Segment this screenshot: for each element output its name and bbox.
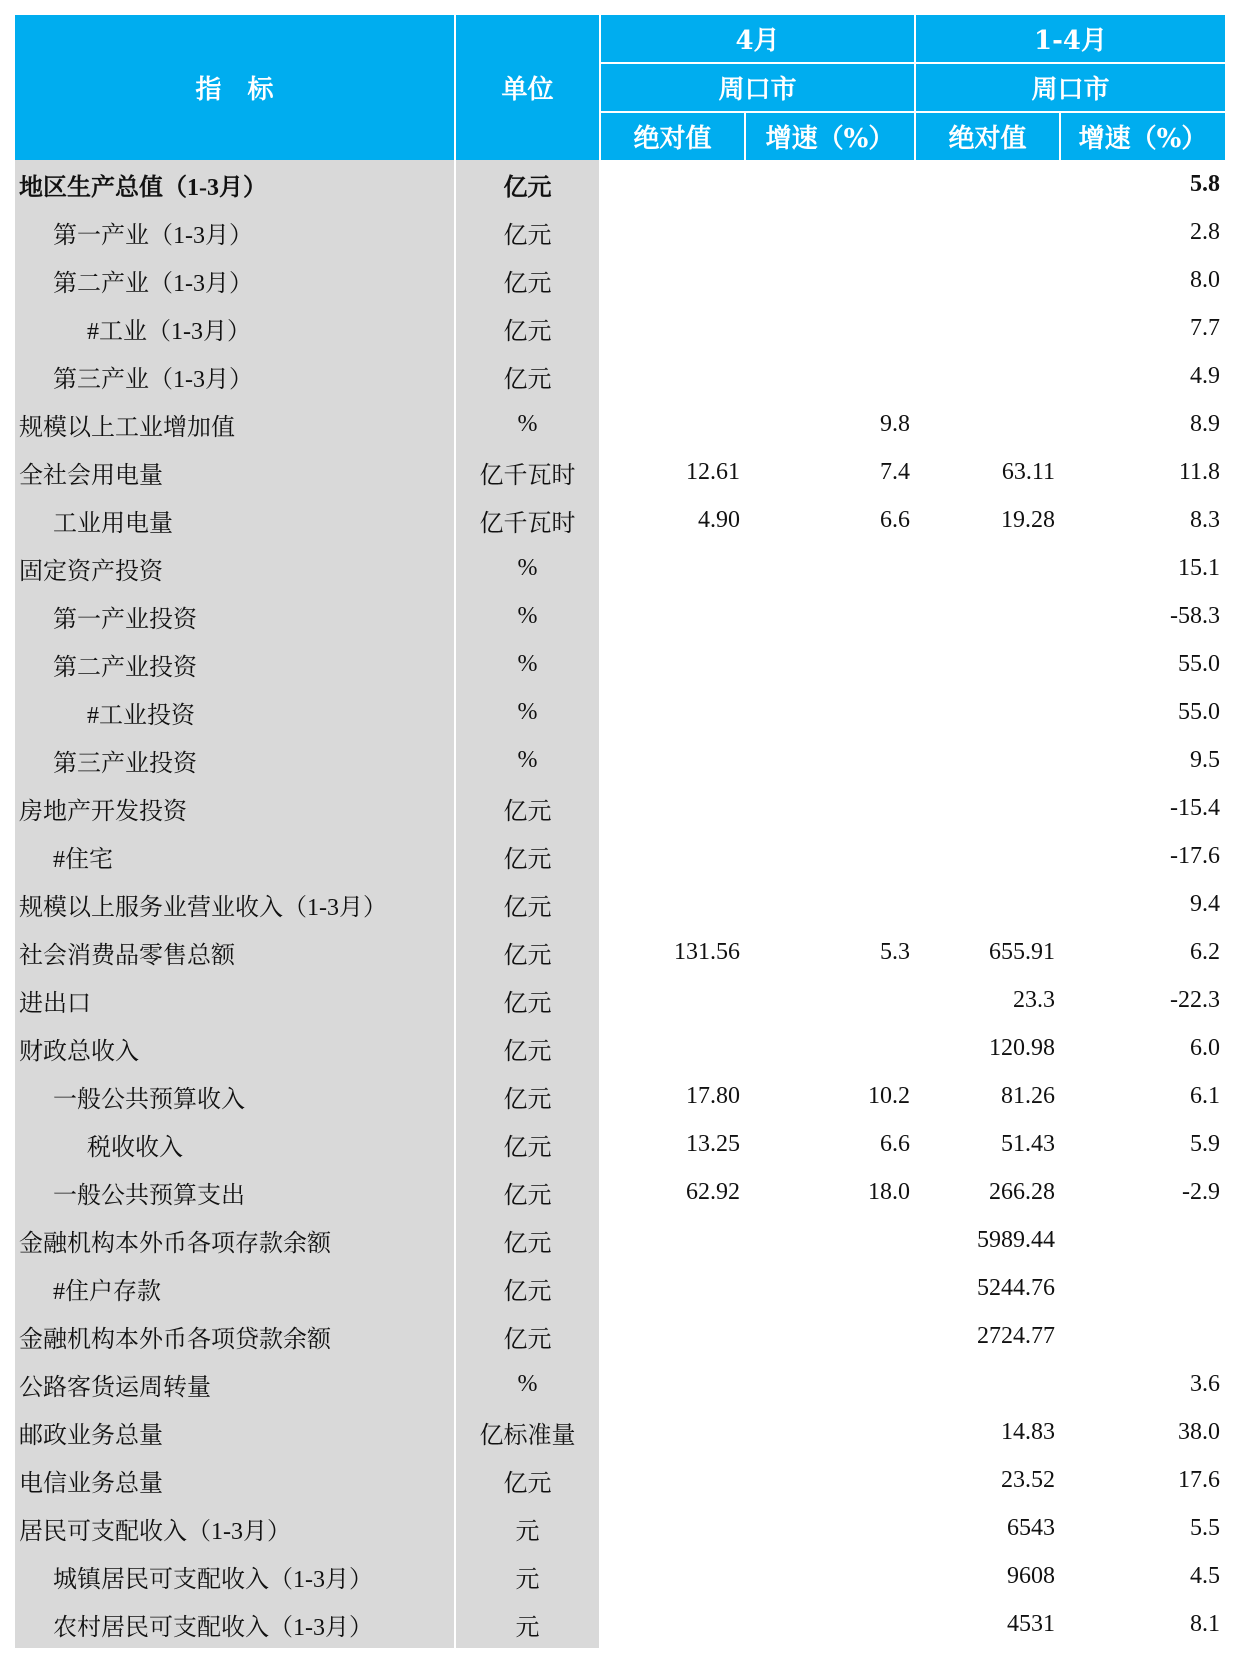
row-ytd-growth: -22.3: [1060, 976, 1225, 1024]
header-april-abs: 绝对值: [600, 112, 745, 160]
header-ytd-abs: 绝对值: [915, 112, 1060, 160]
row-unit: 亿元: [455, 208, 600, 256]
row-unit: 亿标准量: [455, 1408, 600, 1456]
row-april-abs: [600, 1552, 745, 1600]
stats-table: [15, 15, 1225, 1648]
row-unit: 亿元: [455, 160, 600, 208]
table-row: [15, 640, 1225, 688]
row-ytd-abs: [915, 256, 1060, 304]
table-row: [15, 1360, 1225, 1408]
table-row: [15, 1120, 1225, 1168]
row-unit: 亿元: [455, 1120, 600, 1168]
row-april-abs: [600, 1360, 745, 1408]
row-april-abs: [600, 1504, 745, 1552]
row-indicator: 邮政业务总量: [15, 1408, 455, 1456]
row-indicator: 一般公共预算收入: [15, 1072, 455, 1120]
row-ytd-abs: [915, 592, 1060, 640]
row-indicator: 城镇居民可支配收入（1-3月）: [15, 1552, 455, 1600]
row-ytd-abs: [915, 688, 1060, 736]
row-ytd-growth: 4.5: [1060, 1552, 1225, 1600]
table-row: [15, 256, 1225, 304]
table-row: [15, 160, 1225, 208]
row-april-abs: [600, 1312, 745, 1360]
row-ytd-abs: [915, 640, 1060, 688]
row-unit: 亿元: [455, 1024, 600, 1072]
row-april-growth: [745, 1504, 915, 1552]
row-april-abs: [600, 208, 745, 256]
row-indicator: 规模以上工业增加值: [15, 400, 455, 448]
row-ytd-growth: 6.0: [1060, 1024, 1225, 1072]
table-row: [15, 928, 1225, 976]
row-ytd-growth: 6.2: [1060, 928, 1225, 976]
row-april-growth: 6.6: [745, 496, 915, 544]
row-ytd-growth: 55.0: [1060, 688, 1225, 736]
row-indicator: #住宅: [15, 832, 455, 880]
row-indicator: 公路客货运周转量: [15, 1360, 455, 1408]
row-indicator: 地区生产总值（1-3月）: [15, 160, 455, 208]
row-april-growth: 6.6: [745, 1120, 915, 1168]
table-row: [15, 1216, 1225, 1264]
row-unit: 亿元: [455, 256, 600, 304]
row-ytd-abs: 23.3: [915, 976, 1060, 1024]
header-ytd-growth: 增速（%）: [1060, 112, 1225, 160]
row-ytd-growth: 9.5: [1060, 736, 1225, 784]
header-april-city: 周口市: [600, 63, 915, 112]
row-april-growth: [745, 160, 915, 208]
row-april-abs: 62.92: [600, 1168, 745, 1216]
header-indicator: 指 标: [15, 15, 455, 160]
row-april-growth: [745, 640, 915, 688]
row-ytd-abs: [915, 736, 1060, 784]
row-ytd-abs: 6543: [915, 1504, 1060, 1552]
row-ytd-abs: [915, 544, 1060, 592]
row-ytd-abs: 63.11: [915, 448, 1060, 496]
row-april-abs: 17.80: [600, 1072, 745, 1120]
row-april-growth: [745, 1216, 915, 1264]
row-april-abs: [600, 784, 745, 832]
row-indicator: 第一产业投资: [15, 592, 455, 640]
row-april-growth: [745, 1408, 915, 1456]
row-ytd-abs: 2724.77: [915, 1312, 1060, 1360]
table-row: [15, 304, 1225, 352]
row-ytd-growth: 3.6: [1060, 1360, 1225, 1408]
table-row: [15, 592, 1225, 640]
row-ytd-growth: 8.9: [1060, 400, 1225, 448]
row-ytd-abs: 51.43: [915, 1120, 1060, 1168]
row-indicator: 工业用电量: [15, 496, 455, 544]
row-ytd-abs: [915, 784, 1060, 832]
row-april-growth: [745, 976, 915, 1024]
row-ytd-abs: 120.98: [915, 1024, 1060, 1072]
row-april-growth: 5.3: [745, 928, 915, 976]
row-april-growth: [745, 1456, 915, 1504]
table-row: [15, 1552, 1225, 1600]
table-row: [15, 976, 1225, 1024]
row-unit: 亿元: [455, 304, 600, 352]
row-ytd-growth: 7.7: [1060, 304, 1225, 352]
row-unit: 亿元: [455, 832, 600, 880]
row-ytd-abs: [915, 352, 1060, 400]
row-indicator: #工业投资: [15, 688, 455, 736]
row-april-growth: [745, 352, 915, 400]
row-ytd-abs: [915, 400, 1060, 448]
row-april-abs: [600, 880, 745, 928]
row-april-growth: 7.4: [745, 448, 915, 496]
table-row: [15, 400, 1225, 448]
row-april-abs: 4.90: [600, 496, 745, 544]
row-ytd-growth: [1060, 1312, 1225, 1360]
row-april-growth: [745, 544, 915, 592]
row-ytd-abs: 14.83: [915, 1408, 1060, 1456]
row-ytd-growth: 17.6: [1060, 1456, 1225, 1504]
table-row: [15, 544, 1225, 592]
row-april-growth: [745, 1600, 915, 1648]
row-indicator: 规模以上服务业营业收入（1-3月）: [15, 880, 455, 928]
row-ytd-growth: [1060, 1216, 1225, 1264]
table-row: [15, 736, 1225, 784]
row-indicator: 第二产业（1-3月）: [15, 256, 455, 304]
header-april: 4月: [600, 15, 915, 63]
row-indicator: 财政总收入: [15, 1024, 455, 1072]
row-ytd-abs: [915, 160, 1060, 208]
row-april-abs: [600, 1216, 745, 1264]
row-april-growth: [745, 736, 915, 784]
row-ytd-growth: 5.5: [1060, 1504, 1225, 1552]
row-april-abs: [600, 256, 745, 304]
row-april-abs: 12.61: [600, 448, 745, 496]
row-unit: %: [455, 400, 600, 448]
table-row: [15, 1408, 1225, 1456]
row-ytd-growth: [1060, 1264, 1225, 1312]
row-april-abs: [600, 688, 745, 736]
row-ytd-abs: 23.52: [915, 1456, 1060, 1504]
row-april-abs: [600, 736, 745, 784]
row-unit: 亿元: [455, 1456, 600, 1504]
row-ytd-growth: -58.3: [1060, 592, 1225, 640]
row-unit: 元: [455, 1600, 600, 1648]
row-unit: 亿千瓦时: [455, 496, 600, 544]
row-april-growth: 18.0: [745, 1168, 915, 1216]
row-unit: 元: [455, 1504, 600, 1552]
row-indicator: 金融机构本外币各项存款余额: [15, 1216, 455, 1264]
row-ytd-abs: [915, 1360, 1060, 1408]
row-indicator: 第三产业投资: [15, 736, 455, 784]
row-april-abs: [600, 832, 745, 880]
row-indicator: #住户存款: [15, 1264, 455, 1312]
row-april-growth: [745, 880, 915, 928]
row-april-abs: [600, 160, 745, 208]
row-april-growth: [745, 784, 915, 832]
row-unit: %: [455, 592, 600, 640]
row-unit: 亿元: [455, 976, 600, 1024]
row-unit: 亿元: [455, 352, 600, 400]
table-row: [15, 208, 1225, 256]
row-ytd-growth: -2.9: [1060, 1168, 1225, 1216]
row-unit: %: [455, 736, 600, 784]
table-row: [15, 448, 1225, 496]
row-unit: 亿元: [455, 1312, 600, 1360]
table-row: [15, 1024, 1225, 1072]
table-row: [15, 1504, 1225, 1552]
row-ytd-abs: 4531: [915, 1600, 1060, 1648]
table-row: [15, 1264, 1225, 1312]
row-april-abs: [600, 592, 745, 640]
row-april-abs: [600, 544, 745, 592]
row-indicator: 税收收入: [15, 1120, 455, 1168]
row-ytd-growth: 8.3: [1060, 496, 1225, 544]
table-header: [15, 15, 1225, 160]
row-april-abs: [600, 640, 745, 688]
row-ytd-growth: 6.1: [1060, 1072, 1225, 1120]
row-april-abs: [600, 1024, 745, 1072]
stats-table-container: [15, 15, 1225, 1648]
row-april-abs: 13.25: [600, 1120, 745, 1168]
row-april-growth: [745, 256, 915, 304]
row-unit: 亿元: [455, 784, 600, 832]
row-indicator: 房地产开发投资: [15, 784, 455, 832]
row-april-abs: [600, 1600, 745, 1648]
row-ytd-growth: 11.8: [1060, 448, 1225, 496]
row-unit: 亿元: [455, 1072, 600, 1120]
row-april-growth: [745, 832, 915, 880]
row-ytd-abs: 19.28: [915, 496, 1060, 544]
row-unit: 亿千瓦时: [455, 448, 600, 496]
row-ytd-abs: 5989.44: [915, 1216, 1060, 1264]
header-april-growth: 增速（%）: [745, 112, 915, 160]
row-april-abs: [600, 1408, 745, 1456]
row-ytd-growth: 55.0: [1060, 640, 1225, 688]
row-unit: %: [455, 544, 600, 592]
row-ytd-growth: 2.8: [1060, 208, 1225, 256]
row-indicator: 金融机构本外币各项贷款余额: [15, 1312, 455, 1360]
table-row: [15, 688, 1225, 736]
row-indicator: 社会消费品零售总额: [15, 928, 455, 976]
table-row: [15, 496, 1225, 544]
row-indicator: 一般公共预算支出: [15, 1168, 455, 1216]
row-unit: %: [455, 640, 600, 688]
header-unit: 单位: [455, 15, 600, 160]
row-april-growth: [745, 592, 915, 640]
row-ytd-abs: 9608: [915, 1552, 1060, 1600]
row-ytd-growth: 15.1: [1060, 544, 1225, 592]
row-april-abs: [600, 1456, 745, 1504]
row-unit: %: [455, 1360, 600, 1408]
row-unit: 亿元: [455, 928, 600, 976]
row-ytd-growth: -15.4: [1060, 784, 1225, 832]
table-row: [15, 832, 1225, 880]
row-ytd-growth: 38.0: [1060, 1408, 1225, 1456]
row-april-abs: [600, 304, 745, 352]
table-row: [15, 1072, 1225, 1120]
table-row: [15, 352, 1225, 400]
row-unit: 亿元: [455, 1264, 600, 1312]
row-april-abs: 131.56: [600, 928, 745, 976]
row-ytd-growth: 5.8: [1060, 160, 1225, 208]
row-indicator: 全社会用电量: [15, 448, 455, 496]
row-ytd-abs: 655.91: [915, 928, 1060, 976]
row-indicator: 电信业务总量: [15, 1456, 455, 1504]
row-unit: %: [455, 688, 600, 736]
row-indicator: 第一产业（1-3月）: [15, 208, 455, 256]
row-indicator: 农村居民可支配收入（1-3月）: [15, 1600, 455, 1648]
row-indicator: 进出口: [15, 976, 455, 1024]
row-ytd-growth: 4.9: [1060, 352, 1225, 400]
table-row: [15, 1312, 1225, 1360]
row-unit: 亿元: [455, 1168, 600, 1216]
table-row: [15, 880, 1225, 928]
row-ytd-abs: 81.26: [915, 1072, 1060, 1120]
table-row: [15, 784, 1225, 832]
row-april-growth: 10.2: [745, 1072, 915, 1120]
row-april-growth: [745, 1312, 915, 1360]
row-ytd-abs: [915, 208, 1060, 256]
row-unit: 元: [455, 1552, 600, 1600]
row-indicator: 第三产业（1-3月）: [15, 352, 455, 400]
row-april-growth: [745, 208, 915, 256]
row-april-growth: [745, 304, 915, 352]
row-indicator: 固定资产投资: [15, 544, 455, 592]
row-april-growth: [745, 1552, 915, 1600]
row-april-abs: [600, 976, 745, 1024]
row-ytd-growth: -17.6: [1060, 832, 1225, 880]
row-ytd-growth: 8.1: [1060, 1600, 1225, 1648]
row-april-growth: [745, 688, 915, 736]
row-april-abs: [600, 400, 745, 448]
header-ytd-city: 周口市: [915, 63, 1225, 112]
header-jan-apr: 1-4月: [915, 15, 1225, 63]
row-unit: 亿元: [455, 880, 600, 928]
row-ytd-abs: 266.28: [915, 1168, 1060, 1216]
row-unit: 亿元: [455, 1216, 600, 1264]
row-ytd-abs: [915, 304, 1060, 352]
row-indicator: #工业（1-3月）: [15, 304, 455, 352]
row-ytd-growth: 9.4: [1060, 880, 1225, 928]
row-ytd-growth: 8.0: [1060, 256, 1225, 304]
row-april-growth: 9.8: [745, 400, 915, 448]
row-indicator: 居民可支配收入（1-3月）: [15, 1504, 455, 1552]
row-indicator: 第二产业投资: [15, 640, 455, 688]
table-body: [15, 160, 1225, 1648]
row-ytd-abs: 5244.76: [915, 1264, 1060, 1312]
row-april-growth: [745, 1264, 915, 1312]
row-april-growth: [745, 1024, 915, 1072]
row-april-growth: [745, 1360, 915, 1408]
row-april-abs: [600, 352, 745, 400]
table-row: [15, 1600, 1225, 1648]
row-ytd-growth: 5.9: [1060, 1120, 1225, 1168]
row-ytd-abs: [915, 832, 1060, 880]
row-april-abs: [600, 1264, 745, 1312]
table-row: [15, 1168, 1225, 1216]
row-ytd-abs: [915, 880, 1060, 928]
table-row: [15, 1456, 1225, 1504]
